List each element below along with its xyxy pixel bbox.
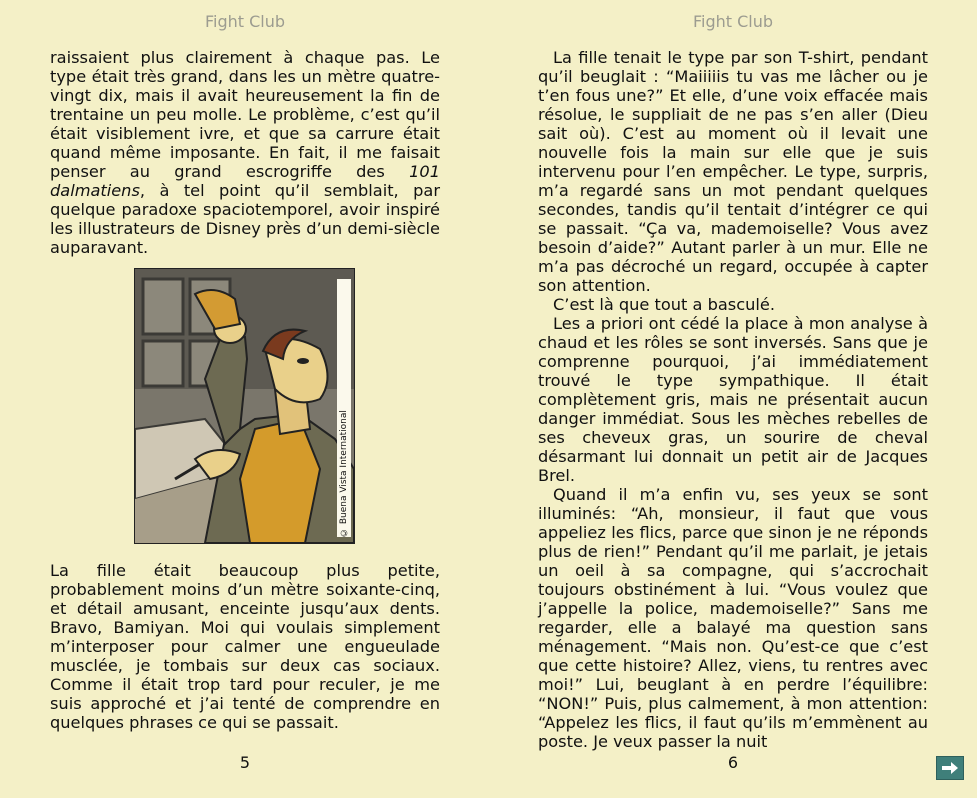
running-head-left: Fight Club [204,12,286,31]
left-page [50,0,440,798]
villain-drinking-image [135,269,354,543]
left-paragraph-1-part-2: , à tel point qu’il semblait, par quelque paradoxe spaciotemporel, avoir inspiré les illustrateurs de Disney près d’un demi-siècle auparavant. [50,181,440,257]
left-paragraph-2-text: La fille était beaucoup plus petite, probablement moins d’un mètre soixante-cinq, et détail amusant, enceinte jusqu’aux dents. Bravo, Bamiyan. Moi qui voulais simplement m’interposer pour calmer une engueulade musclée, je tombais sur deux cas sociaux. Comme il était trop tard pour reculer, je me suis approché et j’ai tenté de comprendre en quelques phrases ce qui se passait. [50,561,440,732]
right-paragraph-1: La fille tenait le type par son T-shirt, pendant qu’il beuglait : “Maiiiiis tu vas me lâcher ou je t’en fous une?” Et elle, d’une voix effacée mais résolue, le suppliait de ne pas s’en aller (Dieu sait où). C’est au moment où il levait une nouvelle fois la main sur elle que je suis intervenu pour l’en empêcher. Le type, surpris, m’a regardé sans un mot pendant quelques secondes, tandis qu’il tentait d’intégrer ce qui se passait. “Ça va, mademoiselle? Vous avez besoin d’aide?” Autant parler à un mur. Elle ne m’a pas décroché un regard, occupée à capter son attention. [538,48,928,295]
right-text-body [538,48,928,751]
left-paragraph-2 [50,561,440,732]
right-paragraph-3: Les a priori ont cédé la place à mon analyse à chaud et les rôles se sont inversés. Sans que je comprenne pourquoi, j’ai immédiatement trouvé le type sympathique. Il était complètement gris, mais ne présentait aucun danger immédiat. Sous les mèches rebelles de ses cheveux gras, un sourire de cheval désarmant lui donnait un petit air de Jacques Brel. [538,314,928,485]
page-number-left: 5 [239,753,251,772]
right-paragraph-4: Quand il m’a enfin vu, ses yeux se sont illuminés: “Ah, monsieur, il faut que vous appeliez les flics, parce que sinon je ne réponds plus de rien!” Pendant qu’il me parlait, je jetais un oeil à sa compagne, qui s’accrochait toujours obstinément à lui. “Vous voulez que j’appelle la police, mademoiselle?” Sans me regarder, elle a balayé ma question sans ménagement. “Mais non. Qu’est-ce que c’est que cette histoire? Allez, viens, tu rentres avec moi!” Lui, beuglant à en perdre l’équilibre: “NON!” Puis, plus calmement, à mon attention: “Appelez les flics, il faut qu’ils m’emmènent au poste. Je veux passer la nuit [538,485,928,751]
page-number-right: 6 [727,753,739,772]
left-paragraph-1 [50,48,440,257]
next-page-button[interactable] [936,756,964,780]
left-paragraph-1-part-1: raissaient plus clairement à chaque pas. Le type était très grand, dans les un mètre quatre-vingt dix, mais il avait heureusement la fin de trentaine un peu molle. Le problème, c’est qu’il était visiblement ivre, et que sa carrure était quand même imposante. En fait, il me faisait penser au grand escrogriffe des [50,48,440,181]
running-head-right: Fight Club [692,12,774,31]
photo-credit: © Buena Vista International [337,279,351,537]
right-paragraph-2: C’est là que tout a basculé. [553,295,775,314]
cartoon-illustration [134,268,355,544]
right-page [538,0,928,798]
book-title-italic: 101 dalmatiens [50,162,440,200]
arrow-right-icon [941,761,959,775]
